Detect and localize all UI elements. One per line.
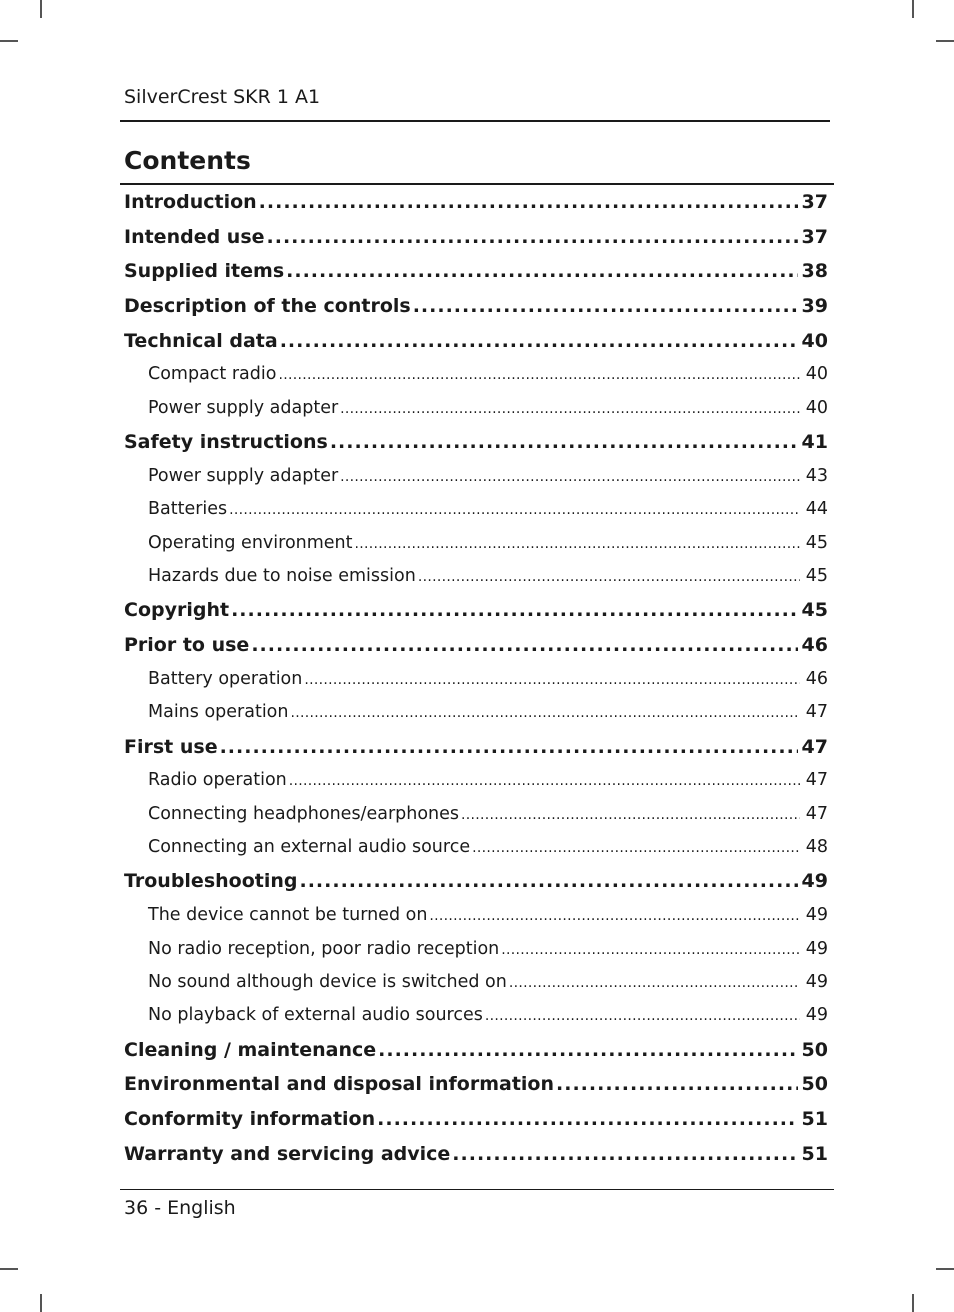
toc-leader-dots	[485, 999, 800, 1032]
toc-entry-label: Connecting an external audio source	[148, 837, 471, 858]
toc-leader-dots	[259, 185, 798, 220]
toc-section-entry[interactable]	[124, 933, 828, 966]
toc-leader-dots	[251, 628, 798, 663]
toc-chapter-entry[interactable]	[124, 1137, 828, 1172]
toc-section-entry[interactable]	[124, 527, 828, 560]
toc-entry-page-number: 40	[805, 397, 828, 418]
toc-leader-dots	[461, 798, 800, 831]
toc-entry-label: Power supply adapter	[148, 465, 339, 486]
toc-leader-dots	[355, 527, 800, 560]
toc-leader-dots	[304, 663, 800, 696]
toc-entry-page-number: 47	[805, 702, 828, 723]
toc-entry-label: Mains operation	[148, 702, 289, 723]
toc-entry-page-number: 47	[805, 770, 828, 791]
toc-section-entry[interactable]	[124, 831, 828, 864]
toc-entry-page-number: 50	[801, 1073, 828, 1096]
toc-leader-dots	[330, 425, 798, 460]
toc-entry-page-number: 49	[801, 870, 828, 893]
toc-section-entry[interactable]	[124, 493, 828, 526]
toc-entry-label: Hazards due to noise emission	[148, 566, 416, 587]
toc-entry-label: First use	[124, 735, 218, 758]
toc-leader-dots	[501, 933, 800, 966]
toc-entry-page-number: 47	[801, 735, 828, 758]
toc-entry-page-number: 40	[805, 364, 828, 385]
toc-entry-label: The device cannot be turned on	[148, 905, 428, 926]
toc-entry-page-number: 49	[805, 938, 828, 959]
contents-heading: Contents	[124, 146, 251, 175]
toc-chapter-entry[interactable]	[124, 1067, 828, 1102]
toc-section-entry[interactable]	[124, 392, 828, 425]
toc-entry-page-number: 43	[805, 465, 828, 486]
crop-mark-top-right	[912, 0, 914, 18]
toc-leader-dots	[378, 1033, 798, 1068]
toc-entry-page-number: 45	[805, 566, 828, 587]
toc-leader-dots	[220, 730, 798, 765]
toc-chapter-entry[interactable]	[124, 425, 828, 460]
crop-mark-bottom-left	[40, 1294, 42, 1312]
toc-chapter-entry[interactable]	[124, 185, 828, 220]
toc-leader-dots	[340, 392, 800, 425]
toc-entry-page-number: 44	[805, 499, 828, 520]
toc-entry-label: Prior to use	[124, 634, 250, 657]
toc-entry-page-number: 40	[801, 329, 828, 352]
toc-leader-dots	[300, 864, 799, 899]
toc-entry-page-number: 49	[805, 905, 828, 926]
toc-entry-label: Technical data	[124, 329, 278, 352]
toc-entry-label: No sound although device is switched on	[148, 971, 507, 992]
crop-mark-bottom-left-h	[0, 1268, 18, 1270]
crop-mark-bottom-right-h	[936, 1268, 954, 1270]
toc-section-entry[interactable]	[124, 798, 828, 831]
toc-section-entry[interactable]	[124, 560, 828, 593]
crop-mark-top-left-h	[0, 40, 18, 42]
toc-entry-label: Connecting headphones/earphones	[148, 803, 460, 824]
toc-leader-dots	[472, 831, 800, 864]
toc-leader-dots	[289, 764, 800, 797]
toc-chapter-entry[interactable]	[124, 289, 828, 324]
toc-entry-label: Battery operation	[148, 668, 303, 689]
toc-entry-page-number: 50	[801, 1038, 828, 1061]
toc-entry-page-number: 41	[801, 431, 828, 454]
toc-section-entry[interactable]	[124, 696, 828, 729]
toc-entry-label: Radio operation	[148, 770, 287, 791]
toc-leader-dots	[278, 358, 800, 391]
toc-chapter-entry[interactable]	[124, 864, 828, 899]
toc-chapter-entry[interactable]	[124, 254, 828, 289]
toc-chapter-entry[interactable]	[124, 628, 828, 663]
toc-entry-page-number: 37	[801, 191, 828, 213]
crop-mark-top-left	[40, 0, 42, 18]
crop-mark-top-right-h	[936, 40, 954, 42]
toc-entry-label: Conformity information	[124, 1108, 376, 1131]
toc-section-entry[interactable]	[124, 460, 828, 493]
page-footer: 36 - English	[124, 1197, 236, 1219]
toc-entry-page-number: 51	[801, 1108, 828, 1131]
toc-entry-label: Introduction	[124, 191, 257, 213]
toc-entry-page-number: 49	[805, 1005, 828, 1026]
header-rule	[120, 120, 830, 122]
toc-leader-dots	[556, 1067, 798, 1102]
toc-entry-page-number: 51	[801, 1142, 828, 1165]
toc-chapter-entry[interactable]	[124, 593, 828, 628]
toc-entry-label: Power supply adapter	[148, 397, 339, 418]
toc-entry-label: Warranty and servicing advice	[124, 1142, 451, 1165]
table-of-contents	[124, 185, 828, 1171]
toc-entry-label: Troubleshooting	[124, 870, 298, 893]
toc-entry-page-number: 37	[801, 225, 828, 248]
toc-leader-dots	[413, 289, 798, 324]
toc-entry-page-number: 49	[805, 971, 828, 992]
toc-entry-page-number: 39	[801, 295, 828, 318]
toc-chapter-entry[interactable]	[124, 1033, 828, 1068]
toc-section-entry[interactable]	[124, 999, 828, 1032]
toc-entry-label: No radio reception, poor radio reception	[148, 938, 500, 959]
toc-entry-label: Batteries	[148, 499, 228, 520]
toc-leader-dots	[429, 899, 800, 932]
toc-entry-page-number: 38	[801, 260, 828, 283]
toc-leader-dots	[231, 593, 798, 628]
toc-entry-label: Compact radio	[148, 364, 277, 385]
toc-leader-dots	[286, 254, 798, 289]
toc-leader-dots	[509, 966, 800, 999]
footer-rule	[120, 1189, 834, 1190]
toc-section-entry[interactable]	[124, 663, 828, 696]
toc-entry-label: Operating environment	[148, 532, 353, 553]
toc-chapter-entry[interactable]	[124, 730, 828, 765]
toc-entry-label: Cleaning / maintenance	[124, 1038, 377, 1061]
toc-leader-dots	[340, 460, 800, 493]
toc-entry-label: Description of the controls	[124, 295, 411, 318]
toc-leader-dots	[280, 324, 798, 359]
toc-section-entry[interactable]	[124, 899, 828, 932]
toc-entry-page-number: 46	[801, 634, 828, 657]
toc-entry-page-number: 45	[805, 532, 828, 553]
crop-mark-bottom-right	[912, 1294, 914, 1312]
toc-section-entry[interactable]	[124, 966, 828, 999]
toc-leader-dots	[452, 1137, 798, 1172]
toc-leader-dots	[377, 1102, 798, 1137]
toc-chapter-entry[interactable]	[124, 220, 828, 255]
toc-entry-label: Supplied items	[124, 260, 285, 283]
toc-entry-page-number: 45	[801, 599, 828, 622]
toc-section-entry[interactable]	[124, 764, 828, 797]
toc-entry-label: No playback of external audio sources	[148, 1005, 483, 1026]
toc-chapter-entry[interactable]	[124, 1102, 828, 1137]
toc-entry-page-number: 47	[805, 803, 828, 824]
toc-entry-label: Intended use	[124, 225, 265, 248]
toc-leader-dots	[267, 220, 798, 255]
toc-chapter-entry[interactable]	[124, 324, 828, 359]
toc-leader-dots	[418, 560, 800, 593]
toc-section-entry[interactable]	[124, 358, 828, 391]
toc-entry-page-number: 48	[805, 837, 828, 858]
toc-leader-dots	[290, 696, 800, 729]
toc-entry-label: Safety instructions	[124, 431, 328, 454]
toc-entry-label: Copyright	[124, 599, 230, 622]
toc-entry-label: Environmental and disposal information	[124, 1073, 555, 1096]
running-header: SilverCrest SKR 1 A1	[124, 86, 321, 108]
toc-leader-dots	[229, 493, 800, 526]
toc-entry-page-number: 46	[805, 668, 828, 689]
